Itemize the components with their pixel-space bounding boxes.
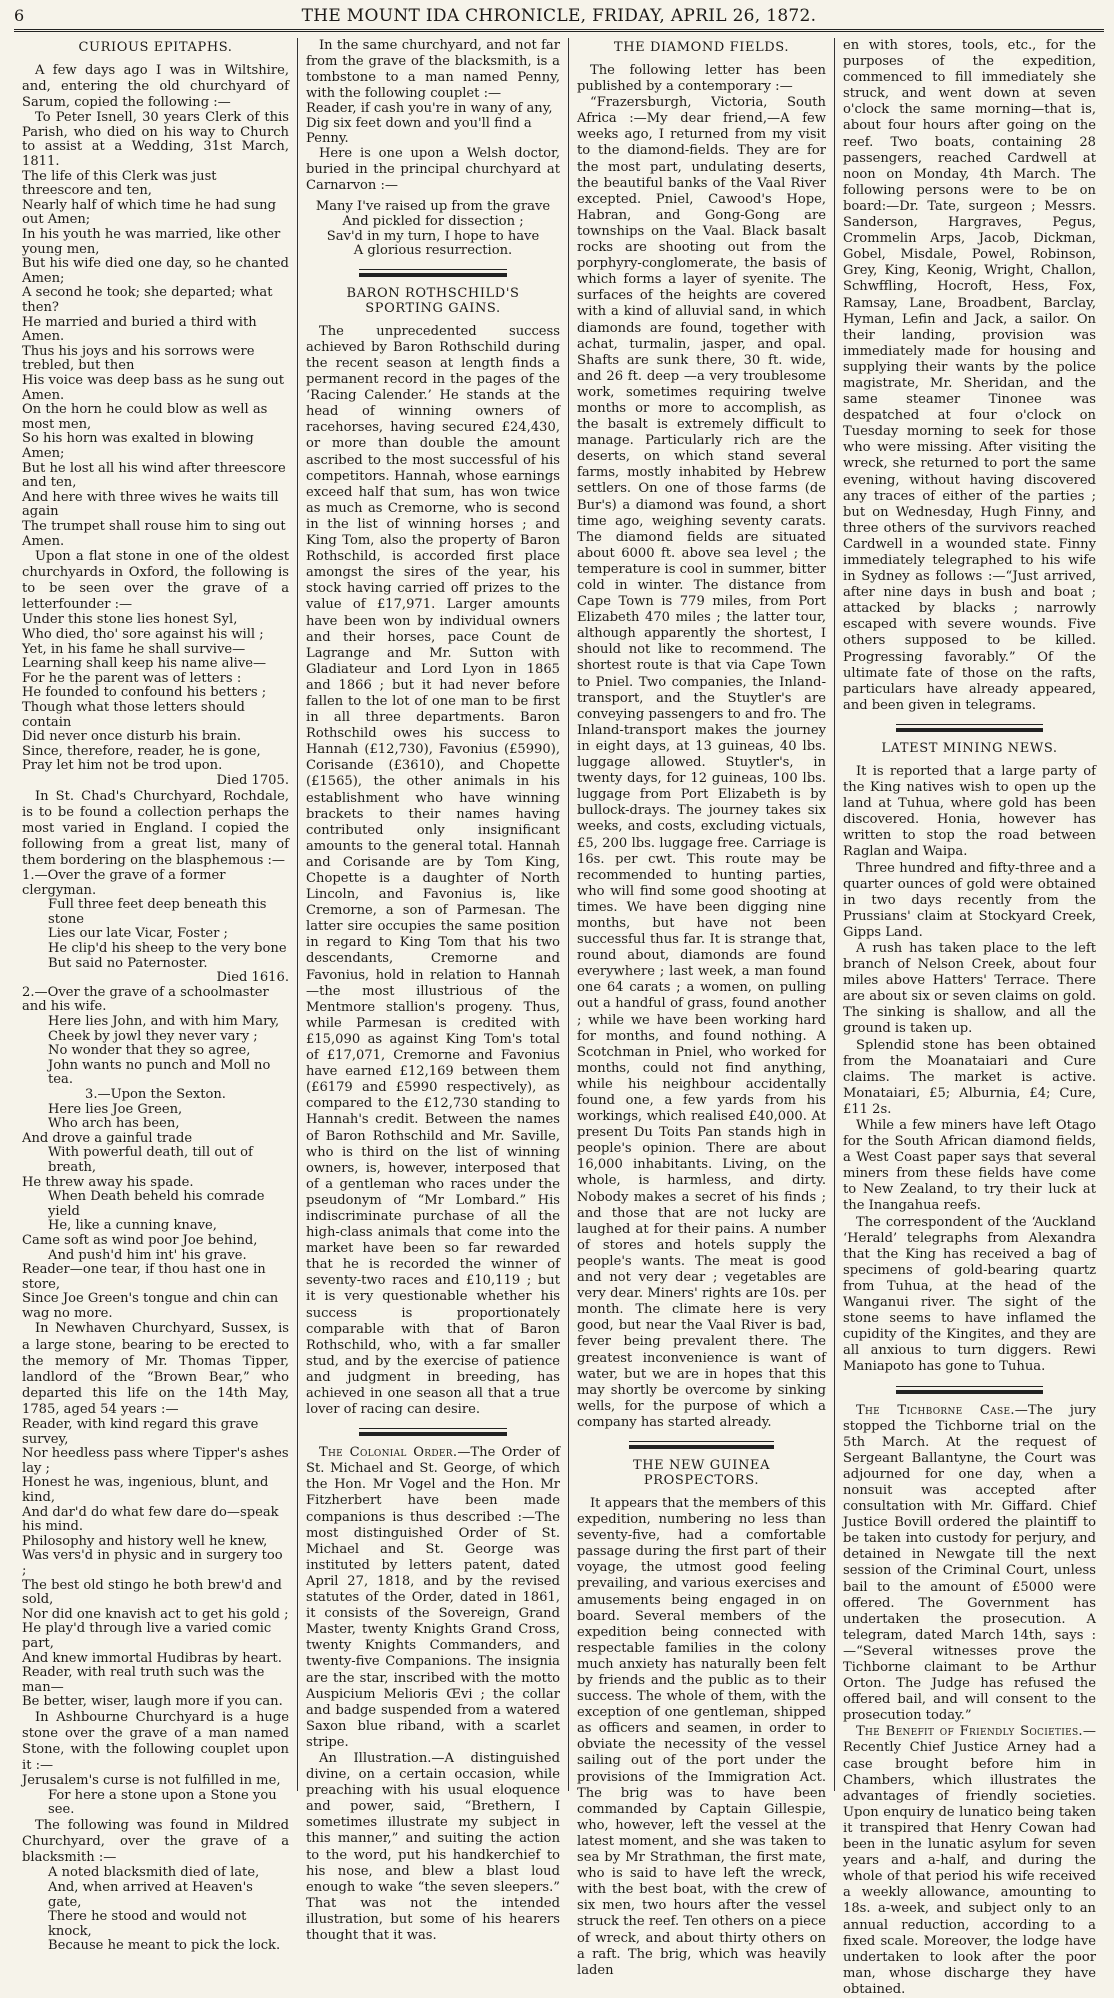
guinea-body: It appears that the members of this expedition, numbering no less than seventy-five, had a comfortable passage during the first part of their voyage, the utmost good feeling prevailing, and various exercises and amusements being engaged in on board. Several members of the expedition being connected with respectable families in the colony much anxiety has naturally been felt by friends and the public as to their success. The whole of them, with the exception of one gentleman, shipped as officers and seamen, in order to obviate the necessity of the vessel sailing out of the port under the provisions of the Immigration Act. The brig was to have been commanded by Captain Gillespie, who, however, left the vessel at the latest moment, and she was taken to sea by Mr Strathman, the first mate, who is said to have left the wreck, with the best boat, with the crew of six men, two hours after the vessel struck the reef. Ten others on a piece of wreck, and about thirty others on a raft. The brig, which was heavily laden: [577, 1495, 826, 1978]
tipper-epitaph: Reader, with kind regard this grave survey, Nor heedless pass where Tipper's ashes lay ; Honest he was, ingenious, blunt, and kind, And dar'd do what few dare do—speak his mind. Philosophy and history well he knew, Was vers'd in physic and in surgery too ; The best old stingo he both brew'd and sold, Nor did one knavish act to get his gold ; He play'd through live a varied comic part, And knew immortal Hudibras by heart. Reader, with real truth such was the man— Be better, wiser, laugh more if you can.: [22, 1417, 289, 1710]
rochdale-intro: In St. Chad's Churchyard, Rochdale, is to be found a collection perhaps the most varied in England. I copied the following from a great list, many of them bordering on the blasphemous :—: [22, 788, 289, 868]
guinea-continued: en with stores, tools, etc., for the purposes of the expedition, commenced to fill immediately she struck, and went down at seven o'clock the same morning—that is, about four hours after going on the reef. Two boats, containing 28 passengers, reached Cardwell at noon on Monday, 4th March. The following persons were to be on board:—Dr. Tate, surgeon ; Messrs. Sanderson, Hargraves, Pegus, Crommelin Arps, Jacob, Dickman, Gobel, Misdale, Powel, Robinson, Grey, King, Keonig, Wright, Challon, Schwffling, Hocroft, Hess, Fox, Ramsay, Lane, Broadbent, Barclay, Hyman, Lefin and Jack, a sailor. On their landing, provision was immediately made for housing and supplying their wants by the police magistrate, Mr. Sheridan, and the same steamer Tinonee was despatched at four o'clock on Tuesday morning to seek for those who were missing. After visiting the wreck, she returned to port the same evening, without having discovered any traces of either of the parties ; but on Wednesday, Hugh Finny, and three others of the survivors reached Cardwell in a wounded state. Finny immediately telegraphed to his wife in Sydney as follows :—“Just arrived, after nine days in bush and boat ; attacked by blacks ; narrowly escaped with severe wounds. Five others supposed to be killed. Progressing favorably.” Of the ultimate fate of those on the rafts, particulars have already appeared, and been given in telegrams.: [843, 38, 1096, 713]
rothschild-body: The unprecedented success achieved by Baron Rothschild during the recent season at length finds a permanent record in the pages of the ‘Racing Calender.’ He stands at the head of winning owners of racehorses, having secured £24,430, or more than double the amount ascribed to the most successful of his competitors. Hannah, whose earnings exceed half that sum, has won twice as much as Cremorne, who is second in the list of winning horses ; and King Tom, also the property of Baron Rothschild, is accorded first place amongst the sires of the year, his stock having carried off prizes to the value of £17,971. Larger amounts have been won by individual owners and their horses, pace Count de Lagrange and Mr. Sutton with Gladiateur and Lord Lyon in 1865 and 1866 ; but it had never before fallen to the lot of one man to be first in all three departments. Baron Rothschild owes his success to Hannah (£12,730), Favonius (£5990), Corisande (£3610), and Chopette (£1565), the other animals in his establishment who have winning brackets to their names having contributed only insignificant amounts to the general total. Hannah and Corisande are by Tom King, Chopette is a daughter of North Lincoln, and Favonius is, like Cremorne, a son of Parmesan. The latter sire occupies the same position in regard to King Tom that his two descendants, Cremorne and Favonius, hold in relation to Hannah—the most illustrious of the Mentmore stallion's progeny. Thus, while Parmesan is credited with £15,090 as against King Tom's total of £17,071, Cremorne and Favonius have earned £12,169 between them (£6179 and £5990 respectively), as compared to the £12,730 standing to Hannah's credit. Between the names of Baron Rothschild and Mr. Saville, who is third on the list of winning owners, is, however, interposed that of a gentleman who races under the pseudonym of “Mr Lombard.” His indiscriminate purchase of all the high-class animals that come into the market have been so far rewarded that he is recorded the winner of seventy-two races and £10,119 ; but it is very questionable whether his success is proportionately comparable with that of Baron Rothschild, who, with a far smaller stud, and by the exercise of patience and judgment in breeding, has achieved in one season all that a true lover of racing can desire.: [306, 323, 560, 1418]
mining-item: It is reported that a large party of the King natives wish to open up the land at Tuhua, where gold has been discovered. Honia, however has written to stop the road between Raglan and Waipa.: [843, 763, 1096, 860]
penny-intro: In the same churchyard, and not far from the grave of the blacksmith, is a tombstone to a man named Penny, with the following couplet :—: [306, 38, 560, 102]
column-1: [14, 38, 297, 1954]
diamond-title: THE DIAMOND FIELDS.: [613, 40, 790, 55]
mining-item: Splendid stone has been obtained from the Moanataiari and Cure claims. The market is active. Monataiari, £5; Alburnia, £4; Cure, £11 2s.: [843, 1037, 1096, 1117]
masthead: [14, 6, 1104, 32]
colonial-order-item: The Colonial Order.—The Order of St. Michael and St. George, of which the Hon. Mr Vogel and the Hon. Mr Fitzherbert have been made companions is thus described :—The most distinguished Order of St. Michael and St. George was instituted by letters patent, dated April 27, 1818, and by the revised statutes of the Order, dated in 1861, it consists of the Sovereign, Grand Master, twenty Knights Grand Cross, twenty Knights Commanders, and twenty-five Companions. The insignia are the star, inscribed with the motto Auspicium Melioris Œvi ; the collar and badge suspended from a watered Saxon blue riband, with a scarlet stripe.: [306, 1445, 560, 1750]
column-3: [568, 38, 834, 1978]
page-number: 6: [14, 6, 25, 25]
oxford-intro: Upon a flat stone in one of the oldest churchyards in Oxford, the following is to be seen over the grave of a letterfounder :—: [22, 549, 289, 613]
tipper-intro: In Newhaven Churchyard, Sussex, is a large stone, bearing to be erected to the memory of Mr. Thomas Tipper, landlord of the “Brown Bear,” who departed this life on the 14th May, 1785, aged 54 years :—: [22, 1321, 289, 1417]
section-divider: [896, 724, 1043, 732]
rothschild-title: BARON ROTHSCHILD'S SPORTING GAINS.: [346, 285, 520, 316]
section-divider: [896, 1386, 1043, 1394]
guinea-title: THE NEW GUINEA PROSPECTORS.: [632, 1457, 771, 1488]
column-2: [297, 38, 568, 1943]
columns: [14, 38, 1104, 1997]
section-divider: [359, 269, 506, 277]
welsh-intro: Here is one upon a Welsh doctor, buried in the principal churchyard at Carnarvon :—: [306, 146, 560, 194]
diamond-letter: “Frazersburgh, Victoria, South Africa :—My dear friend,—A few weeks ago, I returned from my visit to the diamond-fields. They are for the most part, undulating deserts, the beautiful banks of the Vaal River excepted. Pniel, Cawood's Hope, Habran, and Gong-Gong are townships on the Vaal. Black basalt rocks are shooting out from the porphyry-conglomerate, the basis of which forms a layer of syenite. The surfaces of the heights are covered with a kind of alluvial sand, in which diamonds are found, together with achat, turmalin, jasper, and opal. Shafts are sunk there, 30 ft. wide, and 26 ft. deep —a very troublesome work, sometimes requiring twelve months or more to accomplish, as the basalt is extremely difficult to manage. Particularly rich are the deserts, on which stand several farms, mostly inhabited by Hebrew settlers. On one of those farms (de Bur's) a diamond was found, a short time ago, weighing seventy carats. The diamond fields are situated about 6000 ft. above sea level ; the temperature is cool in summer, bitter cold in winter. The distance from Cape Town is 779 miles, from Port Elizabeth 470 miles ; the latter tour, although apparently the shortest, I should not like to recommend. The shortest route is that via Cape Town to Pniel. Two companies, the Inland-transport, and the Stuytler's are conveying passengers to and fro. The Inland-transport makes the journey in eight days, at 13 guineas, 40 lbs. luggage allowed. Stuytler's, in twenty days, for 12 guineas, 100 lbs. luggage from Port Elizabeth is by bullock-drays. The journey takes six weeks, and costs, excluding victuals, £5, 200 lbs. luggage free. Carriage is 16s. per cwt. This route may be recommended to hunting parties, who will find some good shooting at times. We have been digging nine months, but have not been successful thus far. It is strange that, round about, diamonds are found everywhere ; last week, a man found one 64 carats ; a women, on pulling out a handful of grass, found another ; while we have been working hard for months, and found nothing. A Scotchman in Pniel, who worked for months, could not find anything, while his neighbour accidentally found one, a few yards from his workings, which realised £40,000. At present Du Toits Pan stands high in people's opinion. There are about 16,000 inhabitants. Living, on the whole, is harmless, and dirty. Nobody makes a secret of his finds ; and those that are not lucky are laughed at for their pains. A number of stores and hotels supply the people's wants. The meat is good and not very dear ; vegetables are very dear. Miners' rights are 10s. per month. The climate here is very good, but near the Vaal River is bad, fever being prevalent there. The greatest inconvenience is want of water, but we are in hopes that this may shortly be overcome by sinking wells, for the purpose of which a company has started already.: [577, 95, 826, 1430]
friendly-societies-head: The Benefit of Friendly Societies.: [856, 1724, 1083, 1740]
epitaphs-title: CURIOUS EPITAPHS.: [78, 40, 233, 55]
ashbourne-intro: In Ashbourne Churchyard is a huge stone over the grave of a man named Stone, with the following couplet upon it :—: [22, 1709, 289, 1774]
column-4: [834, 38, 1104, 1997]
mining-item: While a few miners have left Otago for the South African diamond fields, a West Coast paper says that several miners from these fields have come to New Zealand, to try their luck at the Inangahua reefs.: [843, 1118, 1096, 1214]
mining-item: Three hundred and fifty-three and a quarter ounces of gold were obtained in two days recently from the Prussians' claim at Stockyard Creek, Gipps Land.: [843, 860, 1096, 940]
mining-item: The correspondent of the ‘Auckland ‘Herald’ telegraphs from Alexandra that the King has received a bag of specimens of gold-bearing quartz from Tuhua, at the head of the Wanganui river. The sight of the stone seems to have inflamed the cupidity of the Kingites, and they are all anxious to turn diggers. Rewi Maniapoto has gone to Tuhua.: [843, 1214, 1096, 1375]
clergy-epitaph: 1.—Over the grave of a former clergyman. Full three feet deep beneath this stone Lies our late Vicar, Foster ; He clip'd his sheep to the very bone But said no Paternoster. Died 1616. 2.—Over the grave of a schoolmaster and his wife. Here lies John, and with him Mary, Cheek by jowl they never vary ; No wonder that they so agree, John wants no punch and Moll no tea. 3.—Upon the Sexton. Here lies Joe Green, Who arch has been, And drove a gainful trade With powerful death, till out of breath, He threw away his spade. When Death beheld his comrade yield He, like a cunning knave, Came soft as wind poor Joe behind, And push'd him int' his grave. Reader—one tear, if thou hast one in store, Since Joe Green's tongue and chin can wag no more.: [22, 868, 289, 1321]
smith-epitaph: A noted blacksmith died of late, And, when arrived at Heaven's gate, There he stood and would not knock, Because he meant to pick the lock.: [48, 1865, 281, 1954]
mildred-intro: The following was found in Mildred Churchyard, over the grave of a blacksmith :—: [22, 1818, 289, 1866]
isnell-epitaph: To Peter Isnell, 30 years Clerk of this Parish, who died on his way to Church to assist at a Wedding, 31st March, 1811. The life of this Clerk was just threescore and ten, Nearly half of which time he had sung out Amen; In his youth he was married, like other young men, But his wife died one day, so he chanted Amen; A second he took; she departed; what then? He married and buried a third with Amen. Thus his joys and his sorrows were trebled, but then His voice was deep bass as he sung out Amen. On the horn he could blow as well as most men, So his horn was exalted in blowing Amen; But he lost all his wind after threescore and ten, And here with three wives he waits till again The trumpet shall rouse him to sing out Amen.: [22, 110, 289, 549]
illustration-head: An Illustration.: [319, 1750, 432, 1766]
diamond-intro: The following letter has been published by a contemporary :—: [577, 63, 826, 95]
friendly-societies-item: The Benefit of Friendly Societies.—Recently Chief Justice Arney had a case brought before him in Chambers, which illustrates the advantages of friendly societies. Upon enquiry de lunatico being taken it transpired that Henry Cowan had been in the lunatic asylum for seven years and a-half, and during the whole of that period his wife received a weekly allowance, amounting to 18s. a-week, and subject only to an annual reduction, according to a fixed scale. Moreover, the lodge have undertaken to look after the poor man, whose discharge they have obtained.: [843, 1724, 1096, 1997]
section-divider: [629, 1441, 773, 1449]
tichborne-item: The Tichborne Case.—The jury stopped the Tichborne trial on the 5th March. At the request of Sergeant Ballantyne, the Court was adjourned for one day, when a nonsuit was accepted after consultation with Mr. Giffard. Chief Justice Bovill ordered the plaintiff to be taken into custody for perjury, and detained in Newgate till the next session of the Criminal Court, unless bail to the amount of £5000 were offered. The Government has undertaken the prosecution. A telegram, dated March 14th, says :—“Several witnesses prove the Tichborne claimant to be Arthur Orton. The Judge has refused the offered bail, and will consent to the prosecution today.”: [843, 1402, 1096, 1724]
mining-item: A rush has taken place to the left branch of Nelson Creek, about four miles above Hatters' Terrace. There are about six or seven claims on gold. The sinking is shallow, and all the ground is taken up.: [843, 940, 1096, 1037]
section-divider: [359, 1428, 506, 1436]
illustration-item: An Illustration.—A distinguished divine, on a certain occasion, while preaching with his usual eloquence and power, said, “Brethern, I sometimes illustrate my subject in this manner,” and suiting the action to the word, put his handkerchief to his nose, and blew a blast loud enough to wake “the seven sleepers.” That was not the intended illustration, but some of his hearers thought that it was.: [306, 1750, 560, 1943]
epitaphs-intro: A few days ago I was in Wiltshire, and, entering the old churchyard of Sarum, copied the following :—: [22, 63, 289, 111]
syl-epitaph: Under this stone lies honest Syl, Who died, tho' sore against his will ; Yet, in his fame he shall survive— Learning shall keep his name alive— For he the parent was of letters : He founded to confound his betters ; Though what those letters should contain Did never once disturb his brain. Since, therefore, reader, he is gone, Pray let him not be trod upon. Died 1705.: [22, 612, 289, 788]
penny-epitaph: Reader, if cash you're in wany of any, Dig six feet down and you'll find a Penny.: [306, 101, 553, 146]
stone-epitaph: Jerusalem's curse is not fulfilled in me, For here a stone upon a Stone you see.: [22, 1773, 281, 1818]
welsh-epitaph: Many I've raised up from the grave And pickled for dissection ; Sav'd in my turn, I hope to have A glorious resurrection.: [315, 199, 551, 259]
mining-title: LATEST MINING NEWS.: [881, 740, 1058, 756]
tichborne-head: The Tichborne Case.: [856, 1402, 1015, 1418]
colonial-order-head: The Colonial Order.: [319, 1445, 458, 1461]
masthead-title: THE MOUNT IDA CHRONICLE, FRIDAY, APRIL 26, 1872.: [301, 6, 817, 26]
